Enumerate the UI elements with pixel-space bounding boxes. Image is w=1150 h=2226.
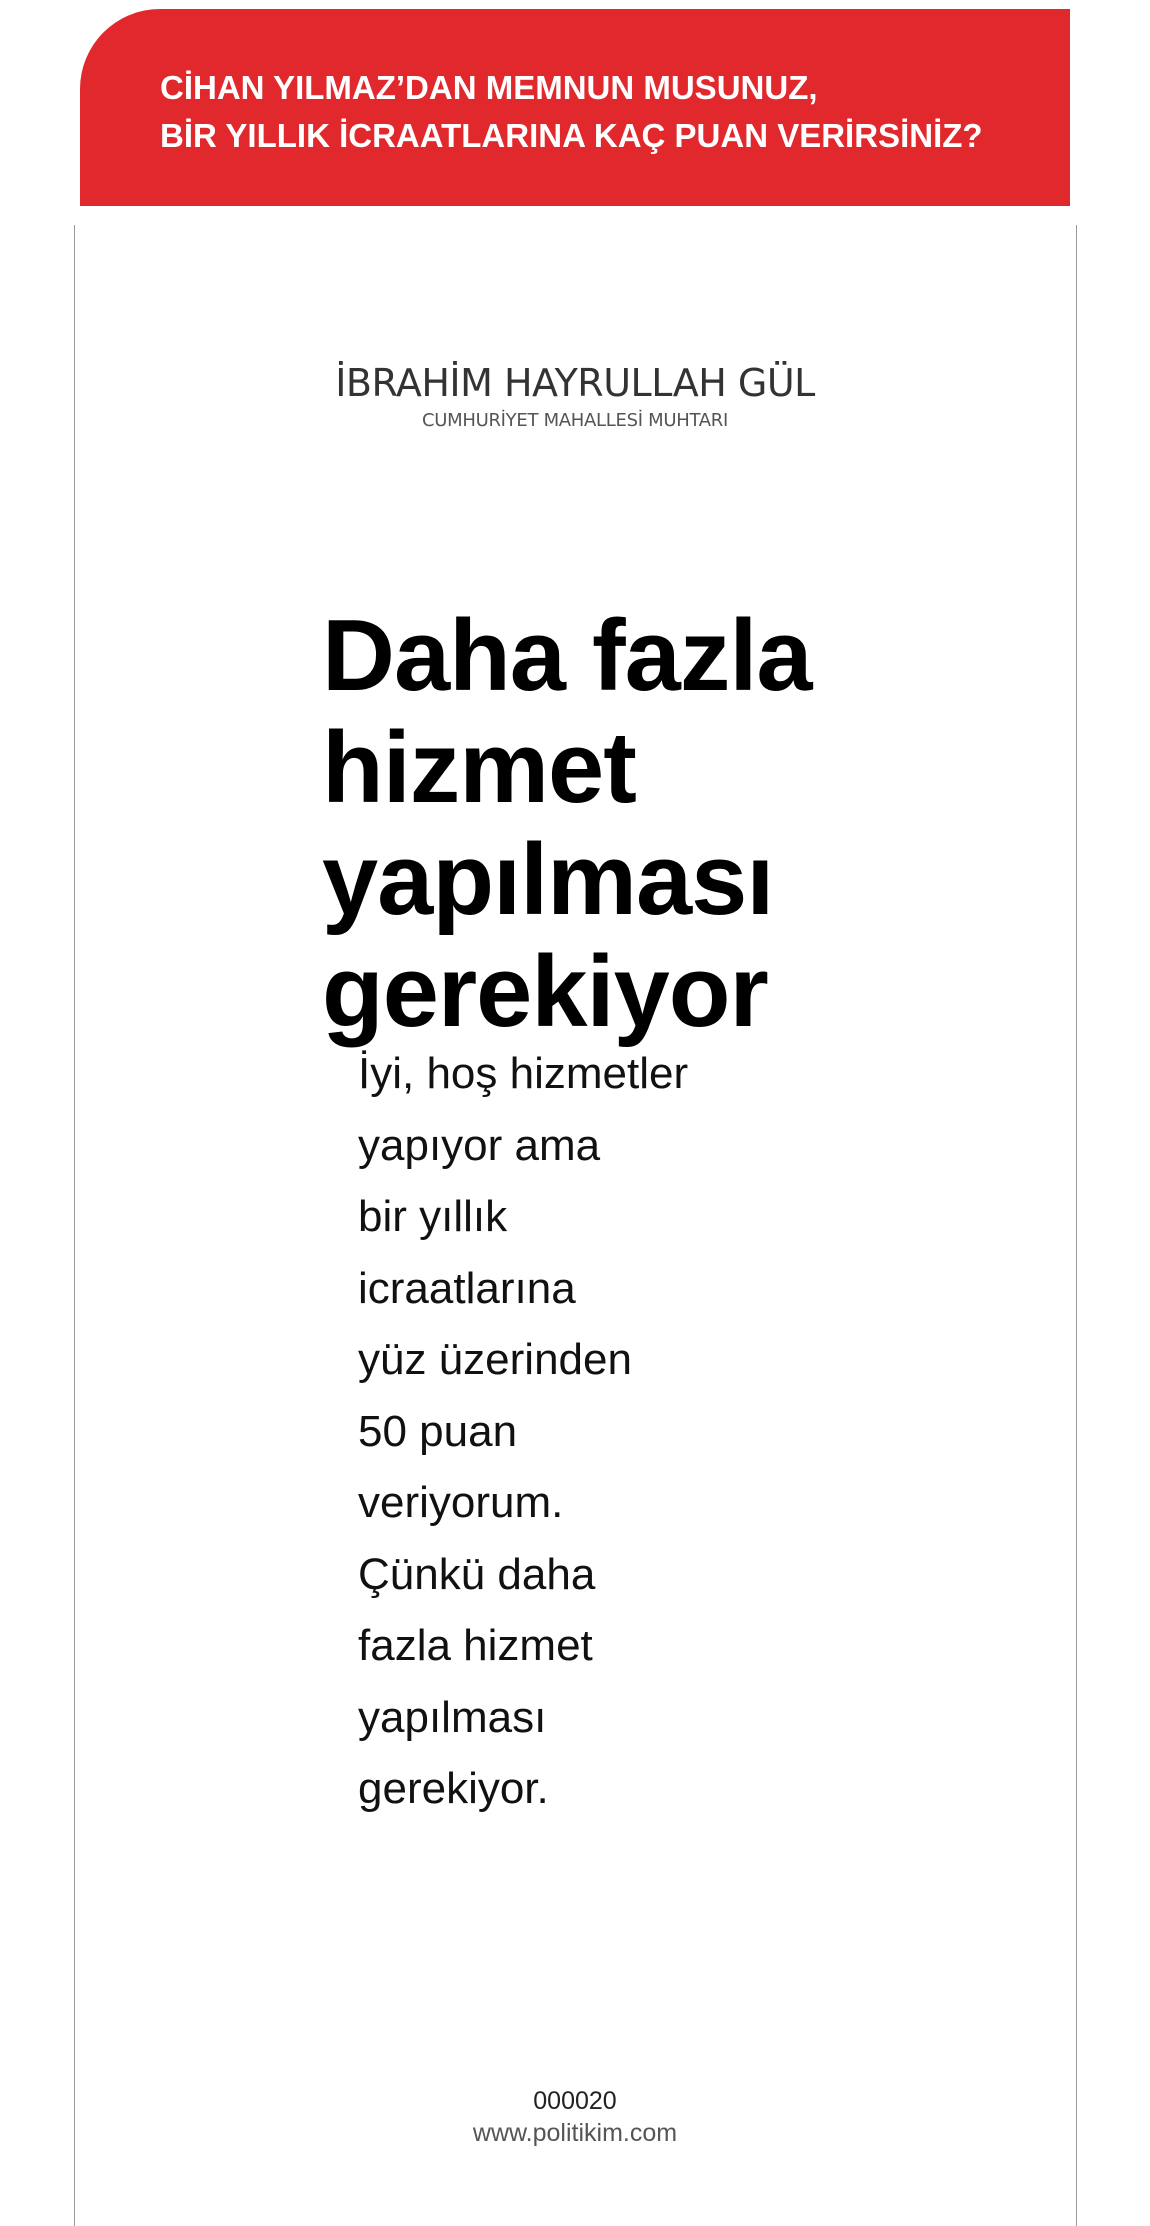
body-line: Çünkü daha <box>358 1549 596 1599</box>
frame-right-border <box>1076 225 1077 2226</box>
question-banner <box>80 9 1070 206</box>
quote-body <box>358 1038 858 1825</box>
headline <box>322 600 1022 1048</box>
body-line: İyi, hoş hizmetler <box>358 1049 689 1098</box>
footer <box>0 2085 1150 2149</box>
body-line: yüz üzerinden <box>358 1335 632 1384</box>
author-block <box>0 358 1150 434</box>
body-line: yapıyor ama <box>358 1120 601 1170</box>
banner-question-line-1: CİHAN YILMAZ’DAN MEMNUN MUSUNUZ, <box>160 69 818 106</box>
page-code: 000020 <box>533 2087 617 2115</box>
website-link[interactable]: www.politikim.com <box>472 2119 678 2147</box>
body-line: yapılması <box>358 1692 547 1742</box>
body-line: icraatlarına <box>358 1263 576 1313</box>
headline-line: yapılması <box>322 824 774 936</box>
author-name: İBRAHİM HAYRULLAH GÜL <box>335 361 815 405</box>
body-line: 50 puan <box>358 1406 518 1456</box>
body-line: fazla hizmet <box>358 1621 593 1670</box>
frame-left-border <box>74 225 75 2226</box>
body-line: gerekiyor. <box>358 1764 549 1813</box>
body-line: veriyorum. <box>358 1478 564 1527</box>
headline-line: Daha fazla <box>322 600 812 712</box>
headline-line: hizmet <box>322 712 636 824</box>
banner-question-line-2: BİR YILLIK İCRAATLARINA KAÇ PUAN VERİRSİNİZ? <box>160 117 983 154</box>
body-line: bir yıllık <box>358 1192 508 1241</box>
headline-line: gerekiyor <box>322 936 768 1048</box>
author-role: CUMHURİYET MAHALLESİ MUHTARI <box>421 410 729 431</box>
